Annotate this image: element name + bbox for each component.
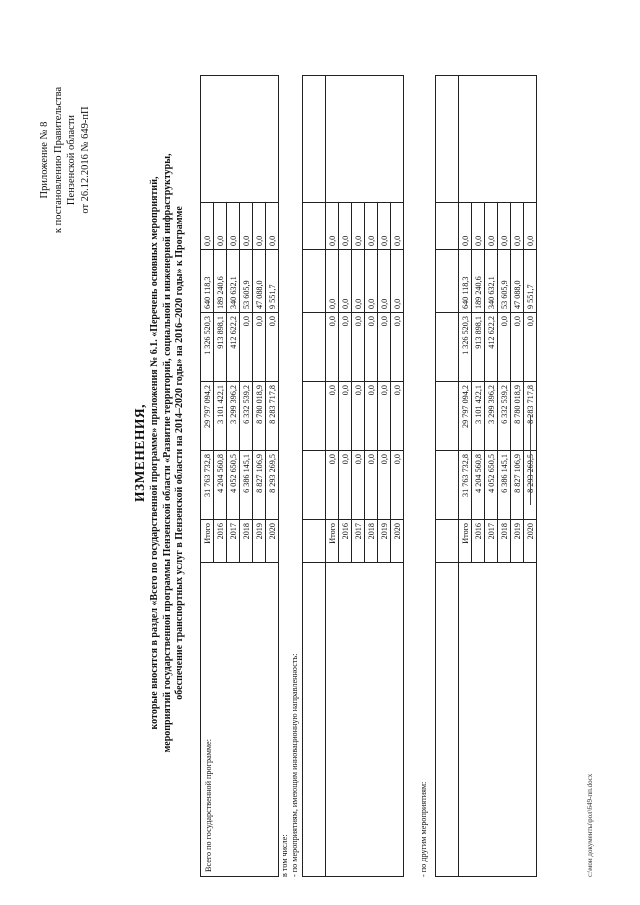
year-cell: 2017	[352, 520, 365, 563]
title-line-2: мероприятий государственной программы Пензенской области «Развитие территорий, социальной и инженерной инфраструктуры,	[161, 153, 173, 753]
value-cell: 0,0	[391, 203, 404, 250]
value-cell: 3 299 396,2	[227, 382, 240, 451]
title-line-1: которые вносятся в раздел «Всего по государственной программе» приложения № 6.1. «Перечень основных мероприятий,	[149, 176, 160, 730]
value-cell: 3 299 396,2	[485, 382, 498, 451]
value-cell: 8 283 717,8	[524, 382, 537, 451]
between-text-2	[419, 782, 429, 877]
value-cell: 0,0	[326, 451, 339, 520]
value-cell: 913 898,1	[214, 313, 227, 382]
value-cell: 0,0	[201, 203, 214, 250]
other-label: - по другим мероприятиям:	[419, 781, 428, 877]
appendix-number: Приложение № 8	[39, 121, 50, 199]
blank-cell	[303, 203, 326, 250]
value-cell: 640 118,3	[459, 250, 472, 313]
value-cell: 340 632,1	[227, 250, 240, 313]
year-cell: 2020	[391, 520, 404, 563]
title-line-3: обеспечение транспортных услуг в Пензенской области на 2014–2020 годы» на 2016–2020 годы» к Программе	[174, 206, 186, 700]
year-cell: 2019	[253, 520, 266, 563]
value-cell: 340 632,1	[485, 250, 498, 313]
year-cell: Итого	[459, 520, 472, 563]
value-cell: 0,0	[365, 451, 378, 520]
appendix-date: от 26.12.2016 № 649-пП	[79, 106, 91, 214]
year-cell: 2019	[511, 520, 524, 563]
year-cell: 2020	[524, 520, 537, 563]
blank-cell	[436, 382, 459, 451]
value-cell: 0,0	[391, 313, 404, 382]
table-header-row	[303, 76, 326, 877]
value-cell: 4 204 560,8	[472, 451, 485, 520]
value-cell: 29 797 094,2	[201, 382, 214, 451]
blank-cell	[303, 76, 326, 203]
value-cell: 0,0	[326, 203, 339, 250]
value-cell: 0,0	[378, 382, 391, 451]
empty-cell	[459, 76, 537, 203]
appendix-reference: к постановлению Правительства	[52, 86, 64, 234]
value-cell: 913 898,1	[472, 313, 485, 382]
value-cell: 0,0	[472, 203, 485, 250]
value-cell: 31 763 732,8	[201, 451, 214, 520]
value-cell: 0,0	[365, 203, 378, 250]
value-cell: 0,0	[339, 451, 352, 520]
value-cell: 0,0	[391, 382, 404, 451]
value-cell: 0,0	[511, 203, 524, 250]
innovative-label: - по мероприятиям, имеющим инновационную направленность:	[290, 653, 299, 877]
blank-cell	[303, 382, 326, 451]
description-cell	[459, 563, 537, 877]
value-cell: 0,0	[326, 313, 339, 382]
value-cell: 4 052 650,5	[485, 451, 498, 520]
value-cell: 8 827 106,9	[253, 451, 266, 520]
appendix-header	[38, 10, 92, 310]
year-cell: 2017	[227, 520, 240, 563]
table-row	[201, 76, 214, 877]
value-cell: 47 088,0	[511, 250, 524, 313]
file-path: с:\мои документы\рол\649-пп.docx	[586, 773, 594, 877]
value-cell: 6 386 145,1	[240, 451, 253, 520]
blank-cell	[303, 313, 326, 382]
value-cell: 9 551,7	[524, 250, 537, 313]
value-cell: 8 827 106,9	[511, 451, 524, 520]
table-header-row	[436, 76, 459, 877]
empty-cell	[326, 76, 404, 203]
blank-description-cell	[436, 563, 459, 877]
empty-cell	[201, 76, 279, 203]
value-cell: 0,0	[240, 203, 253, 250]
value-cell: 0,0	[378, 313, 391, 382]
value-cell: 0,0	[352, 250, 365, 313]
value-cell: 8 293 269,5	[524, 451, 537, 520]
table-row	[459, 76, 472, 877]
table-row	[326, 76, 339, 877]
year-cell: 2016	[339, 520, 352, 563]
blank-cell	[303, 250, 326, 313]
blank-cell	[303, 520, 326, 563]
year-cell: Итого	[326, 520, 339, 563]
value-cell: 8 283 717,8	[266, 382, 279, 451]
value-cell: 0,0	[485, 203, 498, 250]
blank-cell	[436, 451, 459, 520]
value-cell: 0,0	[365, 382, 378, 451]
value-cell: 0,0	[365, 313, 378, 382]
value-cell: 0,0	[391, 451, 404, 520]
blank-cell	[436, 250, 459, 313]
blank-cell	[436, 520, 459, 563]
value-cell: 6 386 145,1	[498, 451, 511, 520]
value-cell: 53 605,9	[240, 250, 253, 313]
separator-line	[530, 415, 531, 505]
value-cell: 0,0	[326, 250, 339, 313]
value-cell: 0,0	[524, 203, 537, 250]
value-cell: 8 780 018,9	[253, 382, 266, 451]
value-cell: 0,0	[498, 313, 511, 382]
value-cell: 0,0	[214, 203, 227, 250]
value-cell: 0,0	[227, 203, 240, 250]
between-text-1	[280, 654, 300, 877]
document-title	[132, 109, 187, 797]
year-cell: 2020	[266, 520, 279, 563]
blank-cell	[303, 451, 326, 520]
value-cell: 189 240,6	[472, 250, 485, 313]
value-cell: 0,0	[524, 313, 537, 382]
description-cell: Всего по государственной программе:	[201, 563, 279, 877]
value-cell: 0,0	[352, 313, 365, 382]
value-cell: 53 605,9	[498, 250, 511, 313]
value-cell: 31 763 732,8	[459, 451, 472, 520]
value-cell: 8 780 018,9	[511, 382, 524, 451]
value-cell: 0,0	[339, 313, 352, 382]
value-cell: 9 551,7	[266, 250, 279, 313]
value-cell: 189 240,6	[214, 250, 227, 313]
value-cell: 0,0	[391, 250, 404, 313]
appendix-region: Пензенской области	[66, 114, 77, 206]
year-cell: 2018	[498, 520, 511, 563]
value-cell: 412 622,2	[485, 313, 498, 382]
blank-description-cell	[303, 563, 326, 877]
description-cell	[326, 563, 404, 877]
value-cell: 8 293 269,5	[266, 451, 279, 520]
value-cell: 0,0	[339, 203, 352, 250]
value-cell: 0,0	[326, 382, 339, 451]
value-cell: 4 052 650,5	[227, 451, 240, 520]
year-cell: 2016	[214, 520, 227, 563]
blank-cell	[436, 76, 459, 203]
year-cell: 2017	[485, 520, 498, 563]
year-cell: Итого	[201, 520, 214, 563]
innovative-table	[302, 75, 404, 877]
year-cell: 2018	[365, 520, 378, 563]
value-cell: 1 326 520,3	[201, 313, 214, 382]
title-heading: ИЗМЕНЕНИЯ,	[132, 404, 147, 503]
value-cell: 6 332 539,2	[240, 382, 253, 451]
value-cell: 0,0	[459, 203, 472, 250]
value-cell: 0,0	[352, 382, 365, 451]
value-cell: 0,0	[339, 250, 352, 313]
value-cell: 0,0	[266, 313, 279, 382]
value-cell: 0,0	[378, 451, 391, 520]
blank-cell	[436, 203, 459, 250]
total-table	[200, 75, 279, 877]
other-table	[435, 75, 537, 877]
value-cell: 1 326 520,3	[459, 313, 472, 382]
value-cell: 640 118,3	[201, 250, 214, 313]
blank-cell	[436, 313, 459, 382]
value-cell: 0,0	[266, 203, 279, 250]
value-cell: 47 088,0	[253, 250, 266, 313]
year-cell: 2016	[472, 520, 485, 563]
value-cell: 0,0	[498, 203, 511, 250]
value-cell: 3 101 422,1	[214, 382, 227, 451]
year-cell: 2018	[240, 520, 253, 563]
value-cell: 0,0	[511, 313, 524, 382]
value-cell: 29 797 094,2	[459, 382, 472, 451]
year-cell: 2019	[378, 520, 391, 563]
value-cell: 0,0	[253, 313, 266, 382]
value-cell: 0,0	[352, 203, 365, 250]
value-cell: 0,0	[365, 250, 378, 313]
value-cell: 412 622,2	[227, 313, 240, 382]
value-cell: 0,0	[240, 313, 253, 382]
value-cell: 6 332 539,2	[498, 382, 511, 451]
value-cell: 0,0	[352, 451, 365, 520]
value-cell: 4 204 560,8	[214, 451, 227, 520]
value-cell: 0,0	[378, 203, 391, 250]
value-cell: 0,0	[378, 250, 391, 313]
value-cell: 0,0	[253, 203, 266, 250]
value-cell: 0,0	[339, 382, 352, 451]
including-label: в том числе:	[280, 834, 289, 877]
value-cell: 3 101 422,1	[472, 382, 485, 451]
